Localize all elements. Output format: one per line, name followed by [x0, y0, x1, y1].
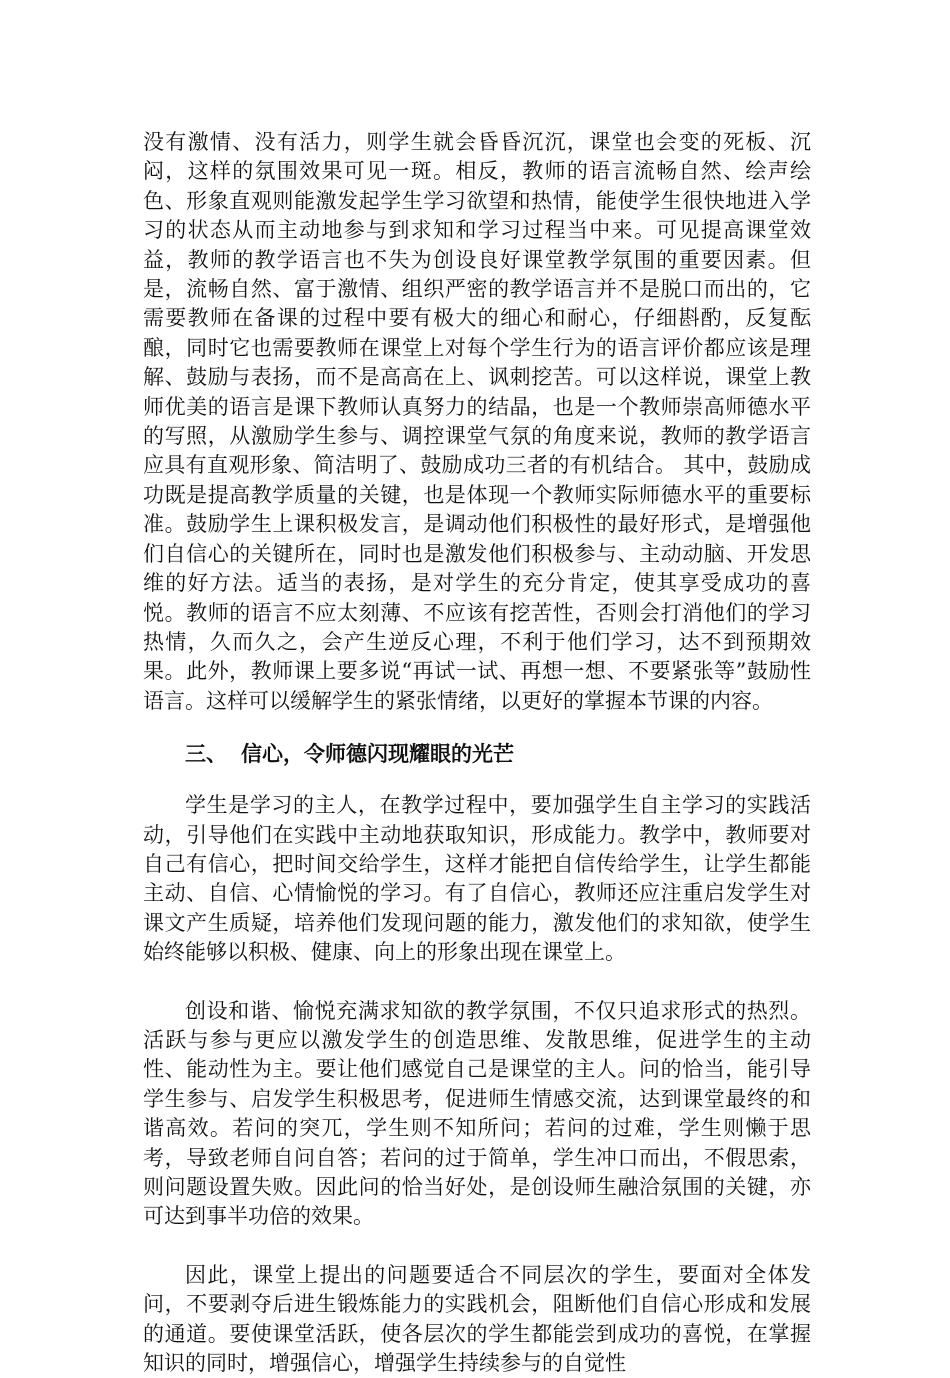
- section-heading-number: 三、: [185, 742, 227, 767]
- section-heading: [143, 739, 811, 769]
- body-paragraph-2: 学生是学习的主人，在教学过程中，要加强学生自主学习的实践活动，引导他们在实践中主动地获取知识，形成能力。教学中，教师要对自己有信心，把时间交给学生，这样才能把自信传给学生，让学生都能主动、自信、心情愉悦的学习。有了自信心，教师还应注重启发学生对课文产生质疑，培养他们发现问题的能力，激发他们的求知欲，使学生始终能够以积极、健康、向上的形象出现在课堂上。: [143, 793, 811, 965]
- body-paragraph-1: 没有激情、没有活力，则学生就会昏昏沉沉，课堂也会变的死板、沉闷，这样的氛围效果可见一斑。相反，教师的语言流畅自然、绘声绘色、形象直观则能激发起学生学习欲望和热情，能使学生很快地进入学习的状态从而主动地参与到求知和学习过程当中来。可见提高课堂效益，教师的教学语言也不失为创设良好课堂教学氛围的重要因素。但是，流畅自然、富于激情、组织严密的教学语言并不是脱口而出的，它需要教师在备课的过程中要有极大的细心和耐心，仔细斟酌，反复酝酿，同时它也需要教师在课堂上对每个学生行为的语言评价都应该是理解、鼓励与表扬，而不是高高在上、讽刺挖苦。可以这样说，课堂上教师优美的语言是课下教师认真努力的结晶，也是一个教师崇高师德水平的写照，从激励学生参与、调控课堂气氛的角度来说，教师的教学语言应具有直观形象、简洁明了、鼓励成功三者的有机结合。 其中，鼓励成功既是提高教学质量的关键，也是体现一个教师实际师德水平的重要标准。鼓励学生上课积极发言，是调动他们积极性的最好形式，是增强他们自信心的关键所在，同时也是激发他们积极参与、主动动脑、开发思维的好方法。适当的表扬，是对学生的充分肯定，使其享受成功的喜悦。教师的语言不应太刻薄、不应该有挖苦性，否则会打消他们的学习热情，久而久之，会产生逆反心理，不利于他们学习，达不到预期效果。此外，教师课上要多说“再试一试、再想一想、不要紧张等”鼓励性语言。这样可以缓解学生的紧张情绪，以更好的掌握本节课的内容。: [143, 130, 811, 713]
- body-paragraph-4: 因此，课堂上提出的问题要适合不同层次的学生，要面对全体发问，不要剥夺后进生锻炼能力的实践机会，阻断他们自信心形成和发展的通道。要使课堂活跃，使各层次的学生都能尝到成功的喜悦，在掌握知识的同时，增强信心，增强学生持续参与的自觉性: [143, 1262, 811, 1376]
- document-page: [143, 128, 811, 1378]
- body-paragraph-3: 创设和谐、愉悦充满求知欲的教学氛围，不仅只追求形式的热烈。活跃与参与更应以激发学生的创造思维、发散思维，促进学生的主动性、能动性为主。要让他们感觉自己是课堂的主人。问的恰当，能引导学生参与、启发学生积极思考，促进师生情感交流，达到课堂最终的和谐高效。若问的突兀，学生则不知所问；若问的过难，学生则懒于思考，导致老师自问自答；若问的过于简单，学生冲口而出，不假思索，则问题设置失败。因此问的恰当好处，是创设师生融洽氛围的关键，亦可达到事半功倍的效果。: [143, 998, 811, 1229]
- section-heading-text: 信心，令师德闪现耀眼的光芒: [241, 742, 514, 767]
